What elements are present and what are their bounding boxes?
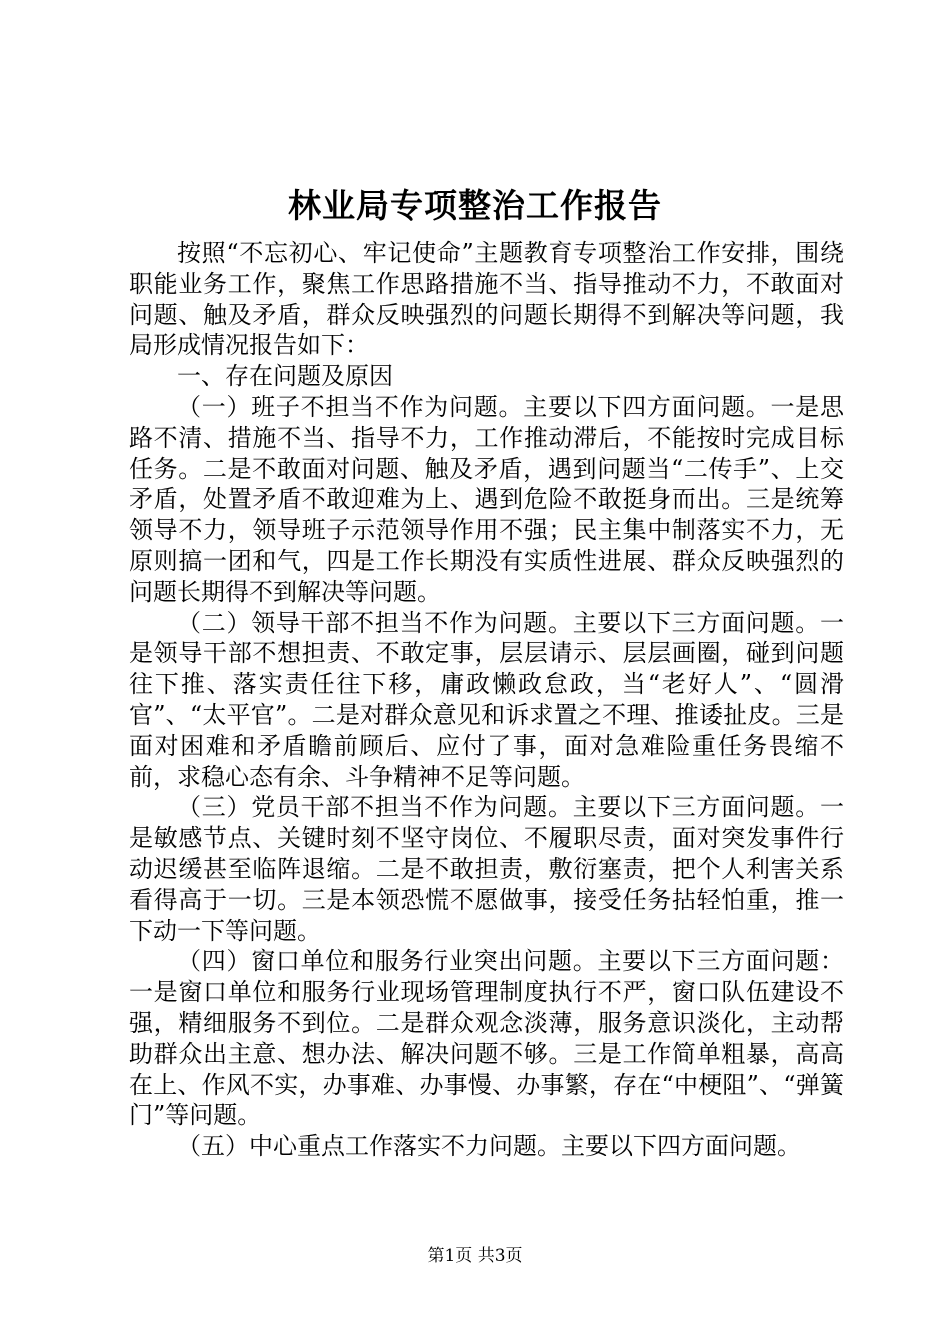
page-footer: 第1页 共3页 (427, 1246, 523, 1266)
paragraph-item-2: （二）领导干部不担当不作为问题。主要以下三方面问题。一是领导干部不想担责、不敢定事，层层请示、层层画圈，碰到问题往下推、落实责任往下移，庸政懒政怠政，当“老好人”、“圆滑官”、“太平官”。二是对群众意见和诉求置之不理、推诿扯皮。三是面对困难和矛盾瞻前顾后、应付了事，面对急难险重任务畏缩不前，求稳心态有余、斗争精神不足等问题。 (129, 608, 844, 791)
section-heading: 一、存在问题及原因 (177, 362, 393, 391)
paragraph-item-5: （五）中心重点工作落实不力问题。主要以下四方面问题。 (177, 1132, 801, 1161)
document-title: 林业局专项整治工作报告 (288, 186, 662, 225)
paragraph-item-4: （四）窗口单位和服务行业突出问题。主要以下三方面问题：一是窗口单位和服务行业现场管理制度执行不严，窗口队伍建设不强，精细服务不到位。二是群众观念淡薄，服务意识淡化，主动帮助群众出主意、想办法、解决问题不够。三是工作简单粗暴，高高在上、作风不实，办事难、办事慢、办事繁，存在“中梗阻”、“弹簧门”等问题。 (129, 947, 844, 1130)
paragraph-item-3: （三）党员干部不担当不作为问题。主要以下三方面问题。一是敏感节点、关键时刻不坚守岗位、不履职尽责，面对突发事件行动迟缓甚至临阵退缩。二是不敢担责，敷衍塞责，把个人利害关系看得高于一切。三是本领恐慌不愿做事，接受任务拈轻怕重，推一下动一下等问题。 (129, 793, 844, 945)
paragraph-item-1: （一）班子不担当不作为问题。主要以下四方面问题。一是思路不清、措施不当、指导不力，工作推动滞后，不能按时完成目标任务。二是不敢面对问题、触及矛盾，遇到问题当“二传手”、上交矛盾，处置矛盾不敢迎难为上、遇到危险不敢挺身而出。三是统筹领导不力，领导班子示范领导作用不强；民主集中制落实不力，无原则搞一团和气，四是工作长期没有实质性进展、群众反映强烈的问题长期得不到解决等问题。 (129, 392, 844, 606)
document-body (129, 238, 844, 1162)
intro-paragraph: 按照“不忘初心、牢记使命”主题教育专项整治工作安排，围绕职能业务工作，聚焦工作思路措施不当、指导推动不力，不敢面对问题、触及矛盾，群众反映强烈的问题长期得不到解决等问题，我局形成情况报告如下： (129, 239, 844, 360)
